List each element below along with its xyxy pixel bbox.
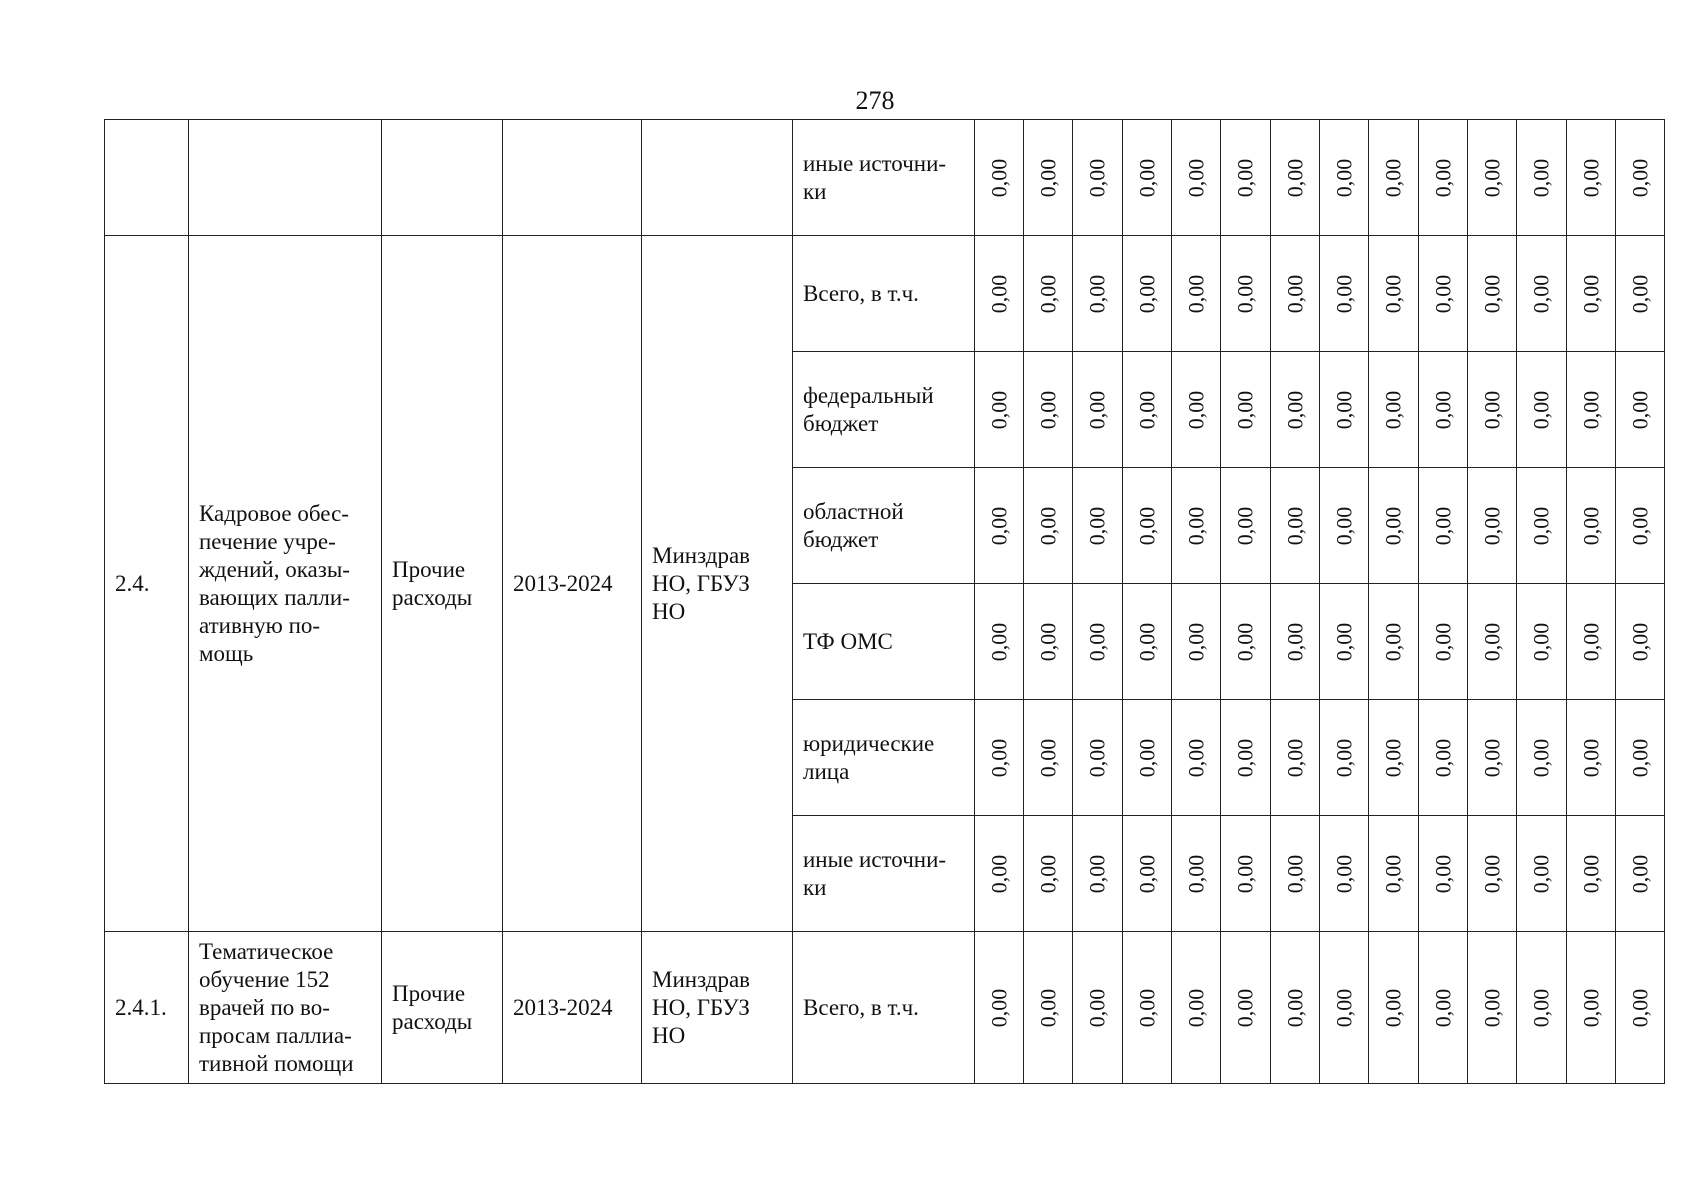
value-text: 0,00: [1578, 854, 1603, 893]
value-text: 0,00: [1479, 158, 1504, 197]
value-text: 0,00: [1134, 738, 1159, 777]
value-cell: [1517, 120, 1567, 236]
value-text: 0,00: [1331, 390, 1356, 429]
executor-cell: [642, 120, 793, 236]
value-cell: [1517, 816, 1567, 932]
value-cell: [1024, 932, 1073, 1084]
value-cell: [975, 236, 1024, 352]
value-text: 0,00: [1380, 988, 1406, 1027]
value-cell: [1369, 352, 1419, 468]
value-cell: [1172, 932, 1221, 1084]
value-text: 0,00: [1380, 506, 1406, 545]
value-cell: [1468, 584, 1517, 700]
value-text: 0,00: [1430, 622, 1455, 661]
value-text: 0,00: [986, 854, 1011, 893]
value-text: 0,00: [1232, 622, 1258, 661]
item-name: Тематическое обучение 152 врачей по во- просам паллиа- тивной помощи: [189, 932, 382, 1084]
value-text: 0,00: [986, 988, 1011, 1027]
value-text: 0,00: [1282, 506, 1307, 545]
value-text: 0,00: [1084, 158, 1110, 197]
cost-type-cell: [382, 120, 503, 236]
value-text: 0,00: [1331, 158, 1356, 197]
value-text: 0,00: [1331, 622, 1356, 661]
value-cell: [1024, 468, 1073, 584]
table-row: [105, 932, 1665, 1084]
value-cell: [975, 120, 1024, 236]
value-text: 0,00: [1282, 854, 1307, 893]
value-text: 0,00: [1084, 854, 1110, 893]
value-cell: [1073, 468, 1123, 584]
value-text: 0,00: [1183, 854, 1208, 893]
item-period: 2013-2024: [503, 932, 642, 1084]
value-cell: [1567, 700, 1616, 816]
value-cell: [1419, 468, 1468, 584]
value-text: 0,00: [1479, 622, 1504, 661]
value-text: 0,00: [1528, 158, 1554, 197]
value-cell: [1369, 816, 1419, 932]
value-text: 0,00: [1528, 738, 1554, 777]
value-cell: [1123, 816, 1172, 932]
value-cell: [1271, 236, 1320, 352]
value-cell: [1073, 700, 1123, 816]
value-text: 0,00: [1627, 622, 1652, 661]
value-text: 0,00: [1232, 274, 1258, 313]
value-text: 0,00: [1528, 274, 1554, 313]
value-cell: [1616, 120, 1665, 236]
value-text: 0,00: [1430, 988, 1455, 1027]
value-text: 0,00: [1380, 158, 1406, 197]
value-cell: [1221, 352, 1271, 468]
value-text: 0,00: [1282, 274, 1307, 313]
value-cell: [1468, 120, 1517, 236]
value-cell: [1271, 352, 1320, 468]
value-text: 0,00: [1528, 854, 1554, 893]
value-text: 0,00: [1627, 506, 1652, 545]
table-row: [105, 120, 1665, 236]
value-cell: [1024, 700, 1073, 816]
value-cell: [1419, 816, 1468, 932]
value-text: 0,00: [1578, 158, 1603, 197]
value-cell: [1369, 120, 1419, 236]
value-text: 0,00: [1479, 854, 1504, 893]
value-text: 0,00: [1479, 738, 1504, 777]
value-text: 0,00: [1232, 158, 1258, 197]
name-cell: [189, 120, 382, 236]
value-text: 0,00: [1528, 390, 1554, 429]
value-cell: [1320, 700, 1369, 816]
value-cell: [1320, 352, 1369, 468]
value-cell: [1468, 932, 1517, 1084]
value-text: 0,00: [1134, 854, 1159, 893]
value-cell: [1271, 468, 1320, 584]
value-text: 0,00: [1479, 274, 1504, 313]
value-cell: [1024, 352, 1073, 468]
value-cell: [1320, 236, 1369, 352]
value-cell: [1616, 932, 1665, 1084]
value-text: 0,00: [1627, 274, 1652, 313]
value-cell: [1419, 352, 1468, 468]
value-cell: [1320, 816, 1369, 932]
value-cell: [1221, 236, 1271, 352]
value-cell: [1419, 700, 1468, 816]
value-text: 0,00: [1380, 274, 1406, 313]
value-cell: [975, 700, 1024, 816]
value-cell: [1024, 584, 1073, 700]
value-text: 0,00: [1578, 390, 1603, 429]
value-text: 0,00: [1380, 738, 1406, 777]
value-cell: [1468, 236, 1517, 352]
value-cell: [1468, 468, 1517, 584]
value-cell: [1123, 584, 1172, 700]
value-cell: [1616, 236, 1665, 352]
value-text: 0,00: [1331, 738, 1356, 777]
value-text: 0,00: [1479, 390, 1504, 429]
value-cell: [975, 352, 1024, 468]
value-cell: [1221, 700, 1271, 816]
value-cell: [1073, 120, 1123, 236]
value-text: 0,00: [1035, 274, 1060, 313]
value-text: 0,00: [1331, 274, 1356, 313]
value-text: 0,00: [1430, 274, 1455, 313]
value-text: 0,00: [986, 390, 1011, 429]
source-cell: Всего, в т.ч.: [793, 236, 975, 352]
value-cell: [1369, 584, 1419, 700]
value-cell: [975, 816, 1024, 932]
source-cell: Всего, в т.ч.: [793, 932, 975, 1084]
value-cell: [1567, 584, 1616, 700]
value-text: 0,00: [1183, 506, 1208, 545]
value-cell: [1616, 352, 1665, 468]
value-cell: [1123, 236, 1172, 352]
item-cost-type: Прочие расходы: [382, 932, 503, 1084]
value-text: 0,00: [1578, 506, 1603, 545]
value-cell: [1468, 700, 1517, 816]
value-text: 0,00: [1627, 158, 1652, 197]
value-text: 0,00: [1578, 274, 1603, 313]
value-text: 0,00: [1430, 506, 1455, 545]
value-cell: [1172, 352, 1221, 468]
value-text: 0,00: [1380, 622, 1406, 661]
value-cell: [1567, 468, 1616, 584]
value-text: 0,00: [1627, 854, 1652, 893]
source-cell: юридические лица: [793, 700, 975, 816]
value-cell: [1221, 932, 1271, 1084]
value-cell: [1616, 468, 1665, 584]
value-cell: [1172, 468, 1221, 584]
value-text: 0,00: [1035, 622, 1060, 661]
value-text: 0,00: [1232, 854, 1258, 893]
value-text: 0,00: [1282, 390, 1307, 429]
value-cell: [1517, 932, 1567, 1084]
value-cell: [1271, 120, 1320, 236]
value-cell: [1073, 236, 1123, 352]
value-text: 0,00: [1134, 988, 1159, 1027]
value-cell: [1616, 584, 1665, 700]
value-text: 0,00: [1084, 274, 1110, 313]
value-text: 0,00: [1232, 506, 1258, 545]
value-cell: [1616, 700, 1665, 816]
value-text: 0,00: [1578, 738, 1603, 777]
value-text: 0,00: [1528, 988, 1554, 1027]
value-cell: [1172, 584, 1221, 700]
value-cell: [1567, 352, 1616, 468]
value-cell: [975, 932, 1024, 1084]
item-number: 2.4.: [105, 236, 189, 932]
value-cell: [1517, 352, 1567, 468]
value-cell: [1024, 236, 1073, 352]
value-text: 0,00: [1627, 390, 1652, 429]
value-cell: [1221, 468, 1271, 584]
value-text: 0,00: [1380, 854, 1406, 893]
value-cell: [1123, 700, 1172, 816]
value-cell: [1419, 236, 1468, 352]
value-cell: [1419, 584, 1468, 700]
value-cell: [1123, 468, 1172, 584]
value-text: 0,00: [1035, 738, 1060, 777]
value-text: 0,00: [1134, 390, 1159, 429]
value-cell: [1320, 120, 1369, 236]
value-text: 0,00: [1035, 390, 1060, 429]
value-cell: [1369, 236, 1419, 352]
value-text: 0,00: [1479, 506, 1504, 545]
value-cell: [1320, 468, 1369, 584]
value-cell: [1172, 700, 1221, 816]
value-text: 0,00: [1430, 738, 1455, 777]
value-cell: [1271, 700, 1320, 816]
value-text: 0,00: [1035, 988, 1060, 1027]
value-text: 0,00: [1232, 390, 1258, 429]
value-cell: [1567, 236, 1616, 352]
source-cell: федеральный бюджет: [793, 352, 975, 468]
value-cell: [1221, 120, 1271, 236]
value-cell: [1517, 468, 1567, 584]
source-cell: иные источни- ки: [793, 816, 975, 932]
value-text: 0,00: [986, 158, 1011, 197]
value-text: 0,00: [1035, 854, 1060, 893]
value-text: 0,00: [1578, 988, 1603, 1027]
value-text: 0,00: [1183, 738, 1208, 777]
value-cell: [1172, 120, 1221, 236]
value-cell: [1073, 352, 1123, 468]
value-text: 0,00: [1134, 622, 1159, 661]
value-cell: [1517, 236, 1567, 352]
value-text: 0,00: [1084, 622, 1110, 661]
value-cell: [1369, 468, 1419, 584]
value-text: 0,00: [1084, 738, 1110, 777]
period-cell: [503, 120, 642, 236]
value-text: 0,00: [1183, 988, 1208, 1027]
value-cell: [975, 584, 1024, 700]
value-text: 0,00: [1331, 988, 1356, 1027]
item-cost-type: Прочие расходы: [382, 236, 503, 932]
value-cell: [1172, 816, 1221, 932]
value-text: 0,00: [986, 622, 1011, 661]
value-cell: [1271, 932, 1320, 1084]
value-cell: [1369, 700, 1419, 816]
value-text: 0,00: [1183, 622, 1208, 661]
number-cell: [105, 120, 189, 236]
item-name: Кадровое обес- печение учре- ждений, оказы- вающих палли- ативную по- мощь: [189, 236, 382, 932]
value-text: 0,00: [1627, 988, 1652, 1027]
value-text: 0,00: [1232, 738, 1258, 777]
value-cell: [1073, 584, 1123, 700]
value-text: 0,00: [1430, 854, 1455, 893]
value-cell: [1616, 816, 1665, 932]
value-text: 0,00: [1134, 158, 1159, 197]
value-text: 0,00: [1035, 506, 1060, 545]
value-cell: [1221, 584, 1271, 700]
value-text: 0,00: [986, 506, 1011, 545]
value-cell: [1123, 352, 1172, 468]
value-cell: [1024, 816, 1073, 932]
value-cell: [1024, 120, 1073, 236]
value-text: 0,00: [986, 738, 1011, 777]
value-cell: [1320, 932, 1369, 1084]
source-cell: ТФ ОМС: [793, 584, 975, 700]
table-row: [105, 236, 1665, 352]
value-cell: [1073, 932, 1123, 1084]
value-cell: [1419, 932, 1468, 1084]
value-cell: [1567, 932, 1616, 1084]
value-text: 0,00: [1430, 158, 1455, 197]
value-text: 0,00: [1380, 390, 1406, 429]
value-cell: [1123, 932, 1172, 1084]
value-cell: [975, 468, 1024, 584]
item-executor: Минздрав НО, ГБУЗ НО: [642, 236, 793, 932]
value-text: 0,00: [1282, 738, 1307, 777]
value-cell: [1419, 120, 1468, 236]
value-cell: [1073, 816, 1123, 932]
value-text: 0,00: [1084, 390, 1110, 429]
value-text: 0,00: [1528, 506, 1554, 545]
value-cell: [1271, 816, 1320, 932]
item-number: 2.4.1.: [105, 932, 189, 1084]
value-text: 0,00: [1183, 158, 1208, 197]
item-executor: Минздрав НО, ГБУЗ НО: [642, 932, 793, 1084]
value-cell: [1369, 932, 1419, 1084]
value-cell: [1271, 584, 1320, 700]
value-text: 0,00: [1528, 622, 1554, 661]
value-text: 0,00: [1134, 506, 1159, 545]
value-cell: [1567, 120, 1616, 236]
page-number: 278: [855, 86, 895, 115]
value-text: 0,00: [986, 274, 1011, 313]
value-text: 0,00: [1084, 506, 1110, 545]
value-text: 0,00: [1479, 988, 1504, 1027]
value-text: 0,00: [1282, 158, 1307, 197]
value-text: 0,00: [1282, 622, 1307, 661]
value-cell: [1567, 816, 1616, 932]
value-text: 0,00: [1627, 738, 1652, 777]
value-cell: [1172, 236, 1221, 352]
value-text: 0,00: [1232, 988, 1258, 1027]
value-text: 0,00: [1035, 158, 1060, 197]
value-text: 0,00: [1331, 854, 1356, 893]
value-cell: [1517, 584, 1567, 700]
value-cell: [1221, 816, 1271, 932]
source-cell: областной бюджет: [793, 468, 975, 584]
value-text: 0,00: [1430, 390, 1455, 429]
value-cell: [1468, 352, 1517, 468]
value-cell: [1123, 120, 1172, 236]
value-text: 0,00: [1282, 988, 1307, 1027]
budget-table: [104, 119, 1665, 1084]
item-period: 2013-2024: [503, 236, 642, 932]
value-cell: [1320, 584, 1369, 700]
value-text: 0,00: [1331, 506, 1356, 545]
value-text: 0,00: [1183, 390, 1208, 429]
value-text: 0,00: [1134, 274, 1159, 313]
source-cell: иные источни- ки: [793, 120, 975, 236]
value-cell: [1517, 700, 1567, 816]
value-cell: [1468, 816, 1517, 932]
value-text: 0,00: [1084, 988, 1110, 1027]
value-text: 0,00: [1183, 274, 1208, 313]
value-text: 0,00: [1578, 622, 1603, 661]
